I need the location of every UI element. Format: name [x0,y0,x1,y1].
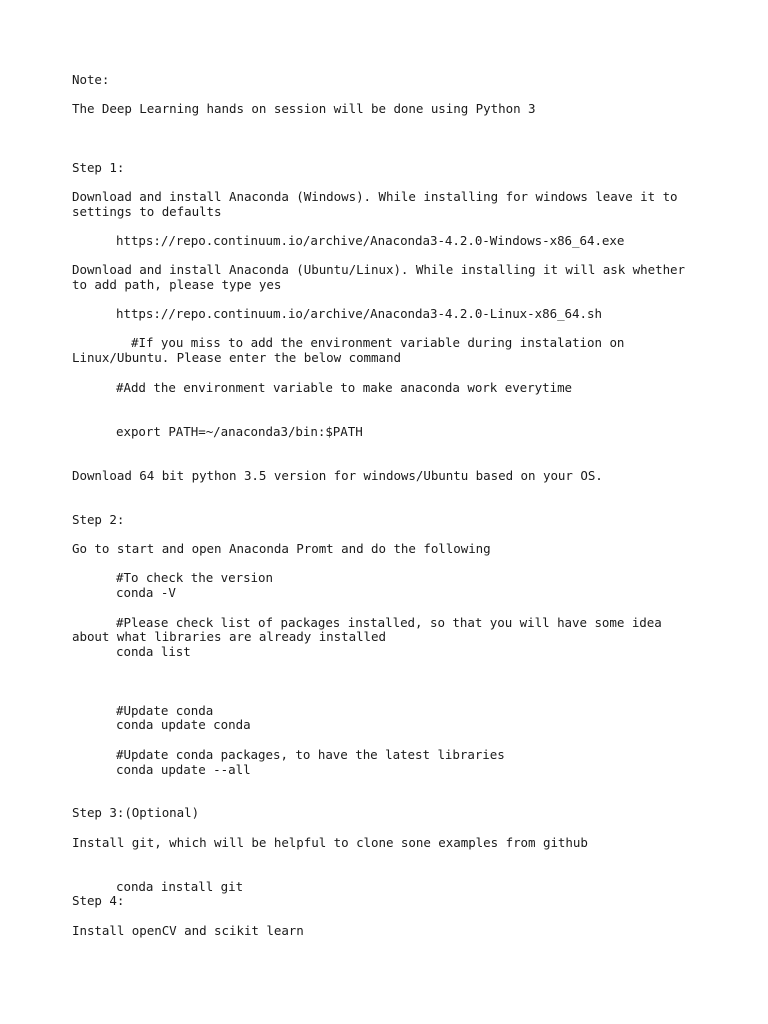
step2-list-command: conda list [116,644,191,659]
step3-intro: Install git, which will be helpful to clone sone examples from github [72,835,588,850]
step4-intro: Install openCV and scikit learn [72,923,304,938]
step2-update-conda-comment: #Update conda [116,703,214,718]
note-text: The Deep Learning hands on session will be done using Python 3 [72,101,536,116]
step1-linux-url: https://repo.continuum.io/archive/Anaconda3-4.2.0-Linux-x86_64.sh [116,306,602,321]
step4-heading: Step 4: [72,893,125,908]
step2-update-conda-command: conda update conda [116,717,251,732]
step1-env-note-line1: #If you miss to add the environment variable during instalation on [131,335,625,350]
step1-windows-line1: Download and install Anaconda (Windows). While installing for windows leave it to [72,189,678,204]
step1-export-command: export PATH=~/anaconda3/bin:$PATH [116,424,363,439]
step1-linux-line1: Download and install Anaconda (Ubuntu/Linux). While installing it will ask whether [72,262,686,277]
step2-heading: Step 2: [72,512,125,527]
step2-check-version-comment: #To check the version [116,570,273,585]
step2-intro: Go to start and open Anaconda Promt and do the following [72,541,491,556]
step1-env-comment: #Add the environment variable to make anaconda work everytime [116,380,573,395]
note-heading: Note: [72,72,110,87]
step2-update-all-command: conda update --all [116,762,251,777]
step2-check-version-command: conda -V [116,585,176,600]
step2-list-comment-line1: #Please check list of packages installed, so that you will have some idea [116,615,662,630]
step3-heading: Step 3:(Optional) [72,805,200,820]
step2-list-comment-line2: about what libraries are already installed [72,629,386,644]
step1-heading: Step 1: [72,160,125,175]
step1-windows-url: https://repo.continuum.io/archive/Anaconda3-4.2.0-Windows-x86_64.exe [116,233,625,248]
step1-linux-line2: to add path, please type yes [72,277,282,292]
step1-python-note: Download 64 bit python 3.5 version for windows/Ubuntu based on your OS. [72,468,603,483]
step1-windows-line2: settings to defaults [72,204,222,219]
step3-command: conda install git [116,879,244,894]
step1-env-note-line2: Linux/Ubuntu. Please enter the below command [72,350,401,365]
step2-update-all-comment: #Update conda packages, to have the latest libraries [116,747,505,762]
